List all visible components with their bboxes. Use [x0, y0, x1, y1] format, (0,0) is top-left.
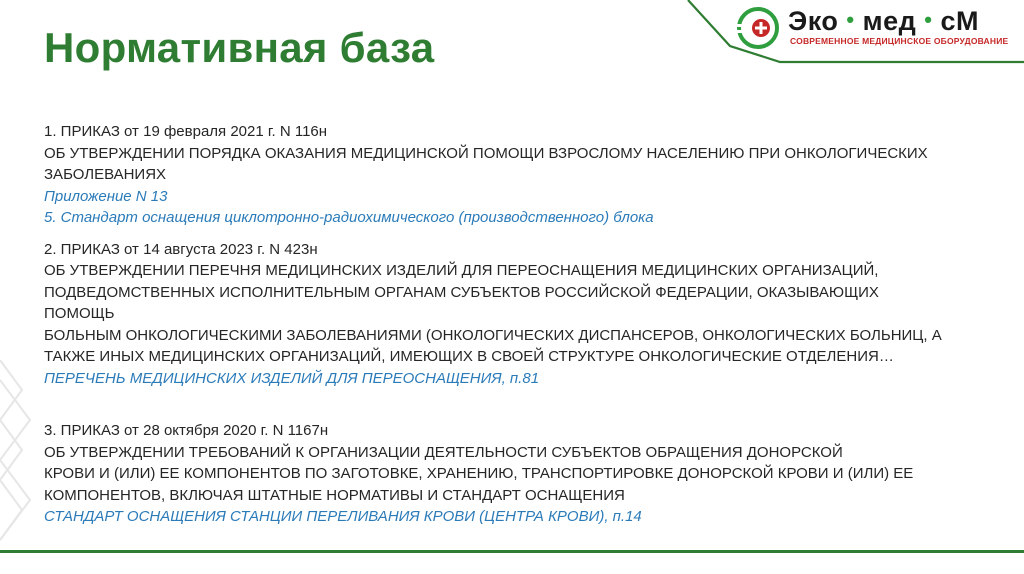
page-title: Нормативная база: [44, 24, 435, 71]
order-link[interactable]: Приложение N 13: [44, 187, 168, 205]
eco-med-logo-icon: [736, 6, 780, 50]
order-heading: 3. ПРИКАЗ от 28 октября 2020 г. N 1167н: [44, 422, 329, 439]
order-link[interactable]: ПЕРЕЧЕНЬ МЕДИЦИНСКИХ ИЗДЕЛИЙ ДЛЯ ПЕРЕОСНАЩЕНИЯ, п.81: [44, 369, 540, 387]
footer-accent-line: [0, 550, 1024, 553]
order-text-line: ПОДВЕДОМСТВЕННЫХ ИСПОЛНИТЕЛЬНЫМ ОРГАНАМ СУБЪЕКТОВ РОССИЙСКОЙ ФЕДЕРАЦИИ, ОКАЗЫВАЮЩИХ ПОМОЩЬ: [44, 283, 879, 322]
order-text-line: ТАКЖЕ ИНЫХ МЕДИЦИНСКИХ ОРГАНИЗАЦИЙ, ИМЕЮЩИХ В СВОЕЙ СТРУКТУРЕ ОНКОЛОГИЧЕСКИЕ ОТДЕЛЕНИЯ…: [44, 348, 894, 365]
regulations-list: [44, 121, 944, 528]
order-item: [44, 239, 944, 390]
decorative-pattern: [0, 360, 40, 560]
logo-wordmark: Эко • мед • сМ: [788, 6, 979, 36]
logo-subtitle: СОВРЕМЕННОЕ МЕДИЦИНСКОЕ ОБОРУДОВАНИЕ: [790, 36, 1009, 46]
order-text-line: ЗАБОЛЕВАНИЯХ: [44, 166, 167, 183]
order-text-line: ОБ УТВЕРЖДЕНИИ ПЕРЕЧНЯ МЕДИЦИНСКИХ ИЗДЕЛИЙ ДЛЯ ПЕРЕОСНАЩЕНИЯ МЕДИЦИНСКИХ ОРГАНИЗАЦИЙ,: [44, 262, 879, 279]
order-item: [44, 420, 944, 528]
order-link[interactable]: СТАНДАРТ ОСНАЩЕНИЯ СТАНЦИИ ПЕРЕЛИВАНИЯ КРОВИ (ЦЕНТРА КРОВИ), п.14: [44, 508, 642, 525]
company-logo: [736, 6, 1016, 50]
order-text-line: ОБ УТВЕРЖДЕНИИ ПОРЯДКА ОКАЗАНИЯ МЕДИЦИНСКОЙ ПОМОЩИ ВЗРОСЛОМУ НАСЕЛЕНИЮ ПРИ ОНКОЛОГИЧЕСКИХ: [44, 144, 928, 162]
order-text-line: БОЛЬНЫМ ОНКОЛОГИЧЕСКИМИ ЗАБОЛЕВАНИЯМИ (ОНКОЛОГИЧЕСКИХ ДИСПАНСЕРОВ, ОНКОЛОГИЧЕСКИХ БОЛЬНИЦ, А: [44, 326, 942, 344]
order-item: [44, 121, 944, 229]
order-link[interactable]: 5. Стандарт оснащения циклотронно-радиохимического (производственного) блока: [44, 209, 654, 226]
order-heading: 2. ПРИКАЗ от 14 августа 2023 г. N 423н: [44, 240, 318, 258]
order-text-line: КРОВИ И (ИЛИ) ЕЕ КОМПОНЕНТОВ ПО ЗАГОТОВКЕ, ХРАНЕНИЮ, ТРАНСПОРТИРОВКЕ ДОНОРСКОЙ КРОВИ И (ИЛИ) ЕЕ: [44, 465, 914, 482]
order-heading: 1. ПРИКАЗ от 19 февраля 2021 г. N 116н: [44, 123, 328, 140]
order-text-line: ОБ УТВЕРЖДЕНИИ ТРЕБОВАНИЙ К ОРГАНИЗАЦИИ ДЕЯТЕЛЬНОСТИ СУБЪЕКТОВ ОБРАЩЕНИЯ ДОНОРСКОЙ: [44, 443, 843, 461]
order-text-line: КОМПОНЕНТОВ, ВКЛЮЧАЯ ШТАТНЫЕ НОРМАТИВЫ И СТАНДАРТ ОСНАЩЕНИЯ: [44, 486, 625, 504]
